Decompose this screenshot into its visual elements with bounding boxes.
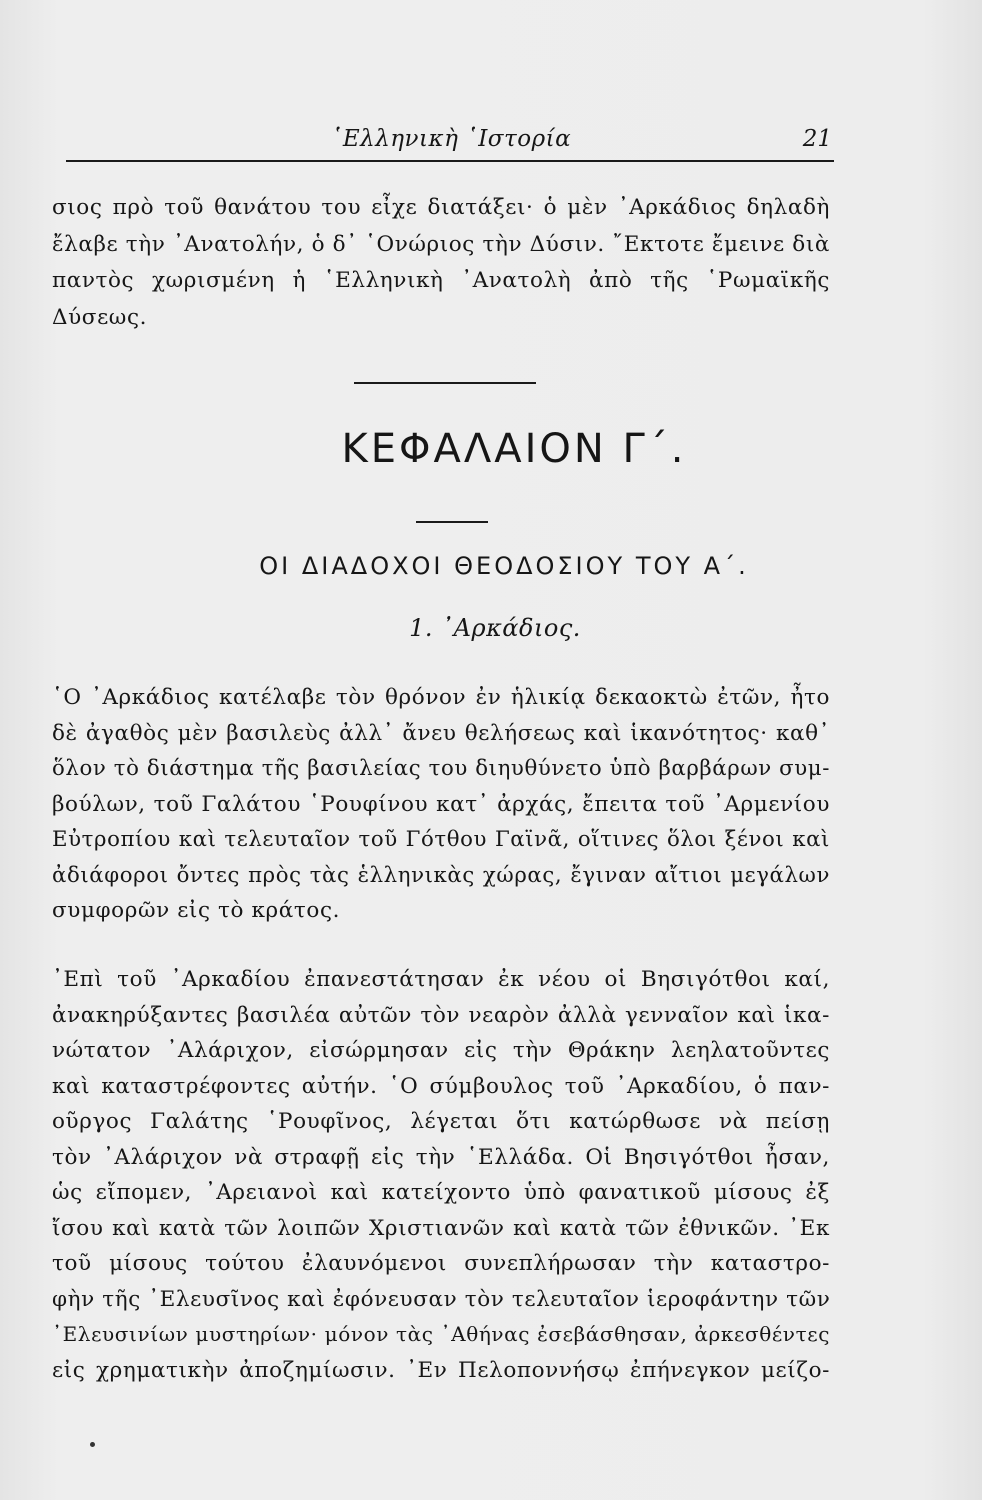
text-line: τὸν ᾿Αλάριχον νὰ στραφῇ εἰς τὴν ῾Ελλάδα. Οἱ Βησιγότθοι ἦσαν, — [52, 1144, 830, 1170]
text-line: Εὐτροπίου καὶ τελευταῖον τοῦ Γότθου Γαϊνᾶ, οἵτινες ὅλοι ξένοι καὶ — [52, 827, 830, 852]
text-line: νώτατον ᾿Αλάριχον, εἰσώρμησαν εἰς τὴν Θράκην λεηλατοῦντες — [52, 1038, 830, 1063]
text-line: καὶ καταστρέφοντες αὐτήν. ῾Ο σύμβουλος τοῦ ᾿Αρκαδίου, ὁ παν- — [52, 1073, 830, 1099]
text-line: συμφορῶν εἰς τὸ κράτος. — [52, 898, 341, 923]
chapter-divider — [416, 521, 488, 523]
page-number: 21 — [802, 126, 832, 152]
text-line: οῦργος Γαλάτης ῾Ρουφῖνος, λέγεται ὅτι κατώρθωσε νὰ πείσῃ — [52, 1109, 830, 1134]
chapter-title: ΚΕΦΑΛΑΙΟΝ Γ΄. — [341, 426, 687, 472]
paragraph-arkadios — [52, 680, 830, 929]
text-line: ᾿Επὶ τοῦ ᾿Αρκαδίου ἐπανεστάτησαν ἐκ νέου οἱ Βησιγότθοι καί, — [52, 967, 830, 992]
section-divider — [354, 382, 536, 384]
text-line: δὲ ἀγαθὸς μὲν βασιλεὺς ἀλλ᾿ ἄνευ θελήσεως καὶ ἱκανότητος· καθ᾿ — [52, 720, 830, 746]
text-line: ἴσου καὶ κατὰ τῶν λοιπῶν Χριστιανῶν καὶ κατὰ τῶν ἐθνικῶν. ᾿Εκ — [52, 1215, 830, 1241]
ink-speck — [90, 1442, 95, 1447]
running-title: ῾Ελληνικὴ ῾Ιστορία — [330, 126, 572, 152]
text-line: ὅλον τὸ διάστημα τῆς βασιλείας του διηυθύνετο ὑπὸ βαρβάρων συμ- — [52, 756, 830, 781]
text-line: φὴν τῆς ᾿Ελευσῖνος καὶ ἐφόνευσαν τὸν τελευταῖον ἱεροφάντην τῶν — [52, 1286, 831, 1312]
paragraph-visigoths — [52, 962, 830, 1388]
text-line: ᾿Ελευσινίων μυστηρίων· μόνον τὰς ᾿Αθήνας ἐσεβάσθησαν, ἀρκεσθέντες — [52, 1322, 830, 1346]
paragraph-continued — [52, 190, 830, 336]
text-line: Δύσεως. — [52, 304, 148, 330]
text-line: ἔλαβε τὴν ᾿Ανατολήν, ὁ δ᾿ ῾Ονώριος τὴν Δύσιν. ῎Εκτοτε ἔμεινε διὰ — [52, 231, 830, 257]
text-line: σιος πρὸ τοῦ θανάτου του εἶχε διατάξει· ὁ μὲν ᾿Αρκάδιος δηλαδὴ — [52, 195, 830, 220]
text-line: ὡς εἴπομεν, ᾿Αρειανοὶ καὶ κατείχοντο ὑπὸ φανατικοῦ μίσους ἐξ — [52, 1180, 830, 1205]
header-rule — [66, 160, 834, 162]
text-line: εἰς χρηματικὴν ἀποζημίωσιν. ᾿Εν Πελοποννήσῳ ἐπήνεγκον μείζο- — [52, 1357, 830, 1383]
text-line: παντὸς χωρισμένη ἡ ῾Ελληνικὴ ᾿Ανατολὴ ἀπὸ τῆς ῾Ρωμαϊκῆς — [52, 268, 830, 293]
subsection-title: 1. ᾿Αρκάδιος. — [409, 614, 581, 642]
section-title: ΟΙ ΔΙΑΔΟΧΟΙ ΘΕΟΔΟΣΙΟΥ ΤΟΥ Α΄. — [259, 552, 749, 580]
text-line: ῾Ο ᾿Αρκάδιος κατέλαβε τὸν θρόνον ἐν ἡλικίᾳ δεκαοκτὼ ἐτῶν, ἦτο — [52, 685, 830, 710]
text-line: ἀδιάφοροι ὄντες πρὸς τὰς ἑλληνικὰς χώρας, ἔγιναν αἴτιοι μεγάλων — [52, 862, 830, 888]
text-line: τοῦ μίσους τούτου ἐλαυνόμενοι συνεπλήρωσαν τὴν καταστρο- — [52, 1251, 830, 1276]
page-header — [66, 126, 836, 158]
text-line: βούλων, τοῦ Γαλάτου ῾Ρουφίνου κατ᾿ ἀρχάς, ἔπειτα τοῦ ᾿Αρμενίου — [52, 791, 830, 817]
text-line: ἀνακηρύξαντες βασιλέα αὐτῶν τὸν νεαρὸν ἀλλὰ γενναῖον καὶ ἱκα- — [52, 1002, 830, 1028]
